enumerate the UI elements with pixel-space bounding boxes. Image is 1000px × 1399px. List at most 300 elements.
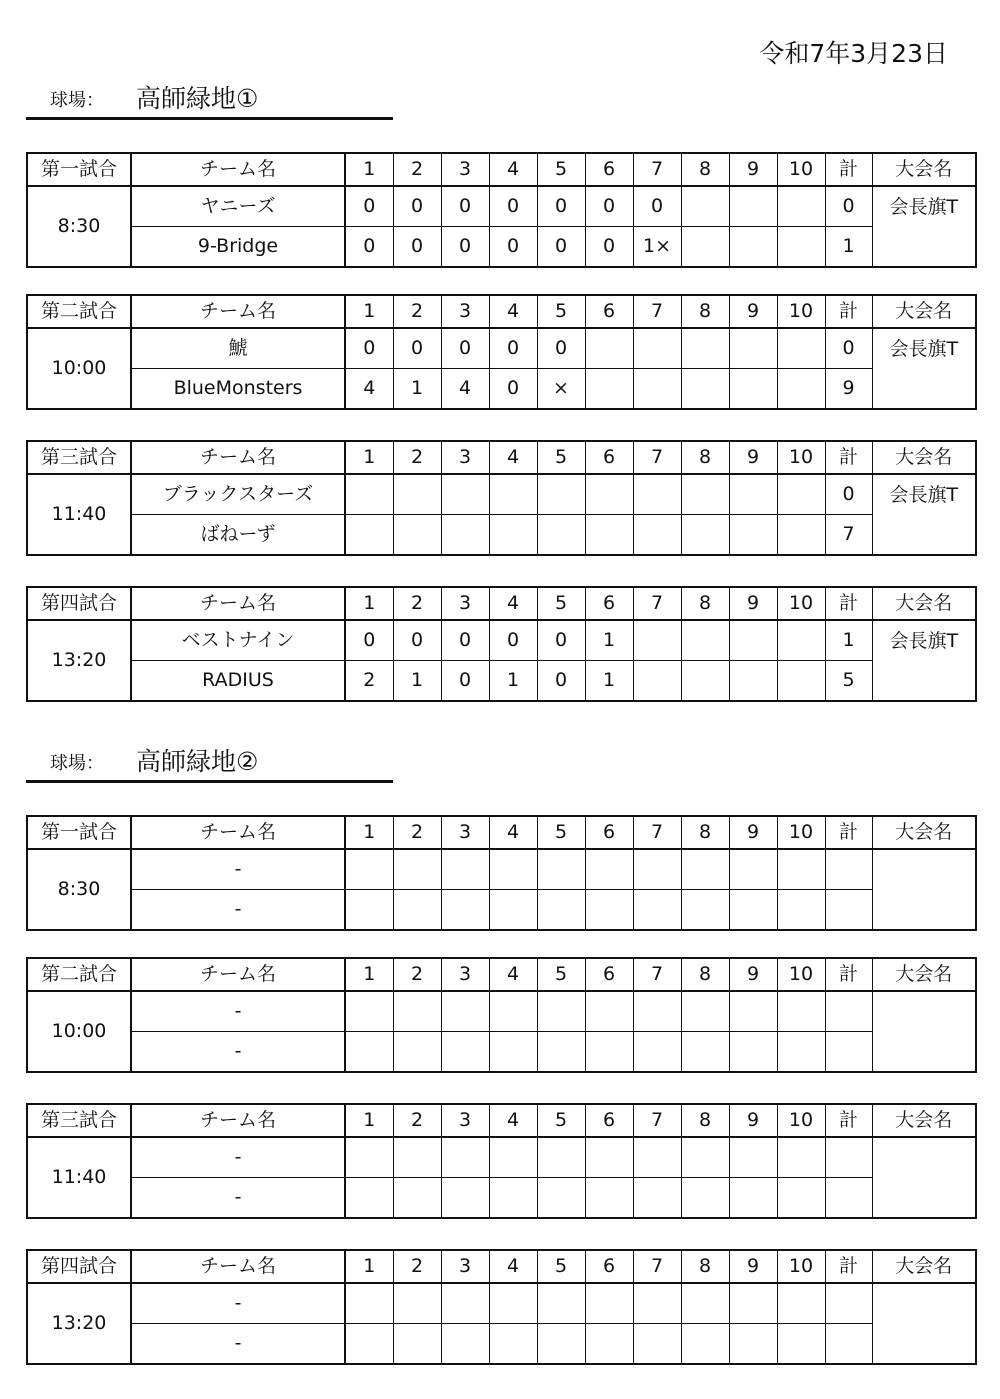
inning-score [633, 369, 681, 410]
inning-header: 10 [777, 441, 825, 474]
inning-score: 0 [489, 227, 537, 268]
inning-header: 3 [441, 295, 489, 328]
inning-header: 8 [681, 295, 729, 328]
inning-score: 0 [393, 186, 441, 227]
inning-score [441, 1032, 489, 1073]
inning-score [537, 1032, 585, 1073]
inning-score [585, 369, 633, 410]
team-name-header: チーム名 [131, 295, 345, 328]
inning-score [585, 328, 633, 369]
inning-score [441, 474, 489, 515]
inning-score [681, 620, 729, 661]
team-row [27, 1137, 976, 1178]
venue-header [26, 740, 393, 783]
tournament-name [872, 1283, 976, 1364]
inning-score [681, 1137, 729, 1178]
inning-score [345, 1178, 393, 1219]
inning-header: 10 [777, 1104, 825, 1137]
total-score: 1 [825, 227, 872, 268]
inning-score [393, 1283, 441, 1324]
inning-score: 0 [441, 620, 489, 661]
inning-header: 10 [777, 295, 825, 328]
inning-score: 0 [489, 328, 537, 369]
tournament-header: 大会名 [872, 816, 976, 849]
game-time: 10:00 [27, 991, 131, 1072]
inning-header: 9 [729, 816, 777, 849]
inning-score: 0 [393, 227, 441, 268]
inning-header: 1 [345, 958, 393, 991]
inning-score: 0 [585, 227, 633, 268]
inning-header: 6 [585, 441, 633, 474]
inning-score [345, 515, 393, 556]
inning-score [777, 991, 825, 1032]
inning-score [729, 890, 777, 931]
inning-score [537, 1324, 585, 1365]
inning-score [633, 1178, 681, 1219]
total-score [825, 849, 872, 890]
team-row [27, 890, 976, 931]
inning-header: 10 [777, 153, 825, 186]
inning-header: 6 [585, 153, 633, 186]
inning-header: 9 [729, 587, 777, 620]
game-time: 8:30 [27, 186, 131, 267]
inning-score [777, 515, 825, 556]
inning-score [729, 661, 777, 702]
inning-score [585, 1283, 633, 1324]
team-row [27, 620, 976, 661]
inning-header: 7 [633, 1250, 681, 1283]
team-name-header: チーム名 [131, 958, 345, 991]
inning-score [633, 661, 681, 702]
team-name: RADIUS [131, 661, 345, 702]
total-score: 5 [825, 661, 872, 702]
inning-score [489, 890, 537, 931]
inning-score: 1 [489, 661, 537, 702]
game-score-table [26, 815, 977, 931]
inning-score [345, 1032, 393, 1073]
team-row [27, 1178, 976, 1219]
inning-header: 5 [537, 958, 585, 991]
inning-header: 6 [585, 816, 633, 849]
inning-score [585, 1137, 633, 1178]
inning-score [345, 991, 393, 1032]
inning-header: 6 [585, 587, 633, 620]
header-row [27, 1250, 976, 1283]
inning-header: 9 [729, 958, 777, 991]
inning-score [681, 328, 729, 369]
team-name: 鯱 [131, 328, 345, 369]
inning-score [489, 1178, 537, 1219]
total-score [825, 1137, 872, 1178]
inning-header: 2 [393, 1250, 441, 1283]
game-time: 10:00 [27, 328, 131, 409]
inning-score: 0 [345, 186, 393, 227]
venue-label: 球場： [50, 90, 104, 111]
team-name: ヤニーズ [131, 186, 345, 227]
inning-score: 1 [585, 620, 633, 661]
team-name-header: チーム名 [131, 1250, 345, 1283]
team-row [27, 661, 976, 702]
inning-score [729, 1283, 777, 1324]
inning-score [393, 991, 441, 1032]
inning-score [681, 849, 729, 890]
inning-score [633, 1324, 681, 1365]
inning-score [345, 474, 393, 515]
tournament-header: 大会名 [872, 958, 976, 991]
team-name: - [131, 890, 345, 931]
inning-score: 0 [441, 227, 489, 268]
inning-header: 1 [345, 153, 393, 186]
inning-score [441, 890, 489, 931]
header-row [27, 153, 976, 186]
inning-score [729, 1178, 777, 1219]
total-score [825, 991, 872, 1032]
inning-score [345, 890, 393, 931]
inning-header: 5 [537, 816, 585, 849]
inning-score [489, 1032, 537, 1073]
inning-header: 10 [777, 958, 825, 991]
total-score: 9 [825, 369, 872, 410]
inning-score: 0 [537, 227, 585, 268]
inning-header: 2 [393, 816, 441, 849]
team-row [27, 227, 976, 268]
inning-score: 0 [393, 328, 441, 369]
inning-score [585, 890, 633, 931]
inning-header: 9 [729, 153, 777, 186]
inning-score [681, 186, 729, 227]
inning-score [777, 1324, 825, 1365]
tournament-name: 会長旗T [872, 474, 976, 555]
total-score [825, 1324, 872, 1365]
inning-score [393, 515, 441, 556]
inning-header: 2 [393, 1104, 441, 1137]
tournament-name: 会長旗T [872, 328, 976, 409]
game-number: 第一試合 [27, 153, 131, 186]
inning-header: 7 [633, 153, 681, 186]
header-row [27, 295, 976, 328]
venue-name: 高師緑地① [136, 84, 259, 113]
inning-score [777, 890, 825, 931]
inning-header: 3 [441, 587, 489, 620]
tournament-name: 会長旗T [872, 620, 976, 701]
game-number: 第二試合 [27, 295, 131, 328]
inning-score [729, 474, 777, 515]
inning-score [393, 1137, 441, 1178]
inning-score [393, 1324, 441, 1365]
inning-header: 4 [489, 958, 537, 991]
game-time: 8:30 [27, 849, 131, 930]
team-row [27, 849, 976, 890]
inning-score: 1 [393, 369, 441, 410]
inning-score [729, 849, 777, 890]
inning-score [537, 1137, 585, 1178]
inning-header: 5 [537, 441, 585, 474]
inning-score: 1 [585, 661, 633, 702]
inning-score [681, 1178, 729, 1219]
inning-score [537, 849, 585, 890]
team-name: 9-Bridge [131, 227, 345, 268]
inning-score [585, 474, 633, 515]
total-score: 0 [825, 328, 872, 369]
inning-score [777, 849, 825, 890]
inning-header: 3 [441, 153, 489, 186]
inning-header: 5 [537, 153, 585, 186]
inning-score [489, 1324, 537, 1365]
inning-score: 0 [585, 186, 633, 227]
inning-header: 3 [441, 816, 489, 849]
inning-header: 7 [633, 587, 681, 620]
inning-score: 0 [537, 186, 585, 227]
inning-score: 0 [489, 369, 537, 410]
tournament-header: 大会名 [872, 1250, 976, 1283]
inning-header: 6 [585, 958, 633, 991]
inning-header: 4 [489, 295, 537, 328]
team-row [27, 1324, 976, 1365]
inning-score [585, 991, 633, 1032]
inning-header: 2 [393, 295, 441, 328]
inning-score [393, 849, 441, 890]
game-time: 13:20 [27, 620, 131, 701]
game-time: 13:20 [27, 1283, 131, 1364]
inning-score: 1 [393, 661, 441, 702]
team-name-header: チーム名 [131, 153, 345, 186]
document-date: 令和7年3月23日 [759, 39, 948, 68]
inning-header: 1 [345, 1250, 393, 1283]
inning-score [681, 661, 729, 702]
inning-header: 10 [777, 587, 825, 620]
inning-score [777, 661, 825, 702]
tournament-header: 大会名 [872, 587, 976, 620]
total-score [825, 890, 872, 931]
inning-header: 8 [681, 816, 729, 849]
header-row [27, 816, 976, 849]
inning-score [681, 991, 729, 1032]
game-score-table [26, 440, 977, 556]
inning-score [729, 227, 777, 268]
venue-label: 球場： [50, 753, 104, 774]
game-score-table [26, 152, 977, 268]
inning-header: 10 [777, 1250, 825, 1283]
inning-header: 6 [585, 295, 633, 328]
inning-score [585, 1324, 633, 1365]
inning-header: 2 [393, 587, 441, 620]
team-row [27, 991, 976, 1032]
tournament-name: 会長旗T [872, 186, 976, 267]
inning-score [729, 1032, 777, 1073]
total-score [825, 1178, 872, 1219]
game-number: 第三試合 [27, 441, 131, 474]
inning-score [585, 1178, 633, 1219]
inning-score [729, 186, 777, 227]
team-name-header: チーム名 [131, 816, 345, 849]
tournament-header: 大会名 [872, 295, 976, 328]
inning-score [729, 515, 777, 556]
inning-score [537, 991, 585, 1032]
total-score: 0 [825, 474, 872, 515]
inning-header: 7 [633, 295, 681, 328]
inning-header: 5 [537, 1250, 585, 1283]
team-row [27, 186, 976, 227]
team-name-header: チーム名 [131, 587, 345, 620]
team-name: - [131, 1324, 345, 1365]
inning-header: 6 [585, 1250, 633, 1283]
inning-score: 0 [441, 661, 489, 702]
inning-score [633, 1137, 681, 1178]
total-score: 0 [825, 186, 872, 227]
inning-score [393, 890, 441, 931]
inning-score: 0 [489, 620, 537, 661]
inning-score: 0 [441, 186, 489, 227]
inning-score [441, 515, 489, 556]
inning-score [633, 328, 681, 369]
inning-score [681, 1032, 729, 1073]
inning-score: 0 [537, 328, 585, 369]
team-row [27, 328, 976, 369]
inning-score [489, 991, 537, 1032]
inning-score [345, 1324, 393, 1365]
inning-score [489, 474, 537, 515]
inning-header: 8 [681, 153, 729, 186]
header-row [27, 441, 976, 474]
inning-score [345, 1283, 393, 1324]
inning-score [777, 474, 825, 515]
team-row [27, 1032, 976, 1073]
inning-score [681, 369, 729, 410]
inning-score [777, 227, 825, 268]
inning-score: 4 [441, 369, 489, 410]
inning-score: 4 [345, 369, 393, 410]
inning-header: 9 [729, 1250, 777, 1283]
inning-score [489, 515, 537, 556]
team-name: BlueMonsters [131, 369, 345, 410]
inning-header: 8 [681, 1250, 729, 1283]
game-number: 第三試合 [27, 1104, 131, 1137]
inning-score [681, 515, 729, 556]
total-header: 計 [825, 153, 872, 186]
venue-name: 高師緑地② [136, 747, 259, 776]
team-row [27, 474, 976, 515]
total-header: 計 [825, 587, 872, 620]
inning-header: 5 [537, 587, 585, 620]
inning-header: 3 [441, 958, 489, 991]
inning-header: 7 [633, 816, 681, 849]
inning-score [393, 1032, 441, 1073]
inning-score [681, 227, 729, 268]
inning-score [777, 369, 825, 410]
inning-score: × [537, 369, 585, 410]
game-number: 第四試合 [27, 587, 131, 620]
inning-header: 1 [345, 1104, 393, 1137]
team-name-header: チーム名 [131, 1104, 345, 1137]
inning-score [393, 474, 441, 515]
inning-score [777, 186, 825, 227]
header-row [27, 958, 976, 991]
inning-score [345, 1137, 393, 1178]
tournament-name [872, 849, 976, 930]
game-score-table [26, 294, 977, 410]
inning-score [777, 1178, 825, 1219]
inning-score [729, 328, 777, 369]
inning-header: 7 [633, 958, 681, 991]
inning-header: 4 [489, 441, 537, 474]
inning-score [585, 849, 633, 890]
inning-header: 5 [537, 1104, 585, 1137]
inning-score [537, 890, 585, 931]
inning-header: 9 [729, 295, 777, 328]
total-score [825, 1283, 872, 1324]
inning-score [537, 515, 585, 556]
inning-score: 0 [393, 620, 441, 661]
inning-score: 0 [537, 661, 585, 702]
inning-header: 8 [681, 958, 729, 991]
inning-score [681, 1324, 729, 1365]
team-row [27, 1283, 976, 1324]
tournament-header: 大会名 [872, 441, 976, 474]
venue-header [26, 77, 393, 120]
inning-score [633, 620, 681, 661]
inning-score [729, 991, 777, 1032]
inning-score: 2 [345, 661, 393, 702]
inning-score: 0 [441, 328, 489, 369]
inning-score [537, 474, 585, 515]
team-name: ばねーず [131, 515, 345, 556]
inning-score [729, 620, 777, 661]
team-row [27, 369, 976, 410]
tournament-header: 大会名 [872, 1104, 976, 1137]
inning-score [441, 1324, 489, 1365]
inning-score [585, 1032, 633, 1073]
inning-header: 7 [633, 441, 681, 474]
inning-score: 0 [489, 186, 537, 227]
inning-header: 2 [393, 153, 441, 186]
inning-header: 4 [489, 1250, 537, 1283]
inning-header: 3 [441, 1104, 489, 1137]
inning-score [441, 991, 489, 1032]
inning-score: 0 [345, 227, 393, 268]
inning-score [777, 620, 825, 661]
inning-score: 0 [633, 186, 681, 227]
tournament-name [872, 1137, 976, 1218]
inning-score [633, 1032, 681, 1073]
team-name: - [131, 849, 345, 890]
inning-score [441, 1283, 489, 1324]
total-header: 計 [825, 295, 872, 328]
inning-score [633, 515, 681, 556]
inning-score: 0 [537, 620, 585, 661]
tournament-name [872, 991, 976, 1072]
inning-score [585, 515, 633, 556]
inning-score [633, 849, 681, 890]
inning-score [633, 890, 681, 931]
header-row [27, 587, 976, 620]
inning-score [537, 1283, 585, 1324]
inning-score [777, 1283, 825, 1324]
inning-score [489, 849, 537, 890]
team-name: - [131, 1137, 345, 1178]
total-score: 7 [825, 515, 872, 556]
inning-header: 3 [441, 1250, 489, 1283]
team-name: - [131, 1283, 345, 1324]
inning-score [633, 991, 681, 1032]
inning-header: 7 [633, 1104, 681, 1137]
inning-score [681, 890, 729, 931]
tournament-header: 大会名 [872, 153, 976, 186]
inning-header: 10 [777, 816, 825, 849]
inning-header: 5 [537, 295, 585, 328]
team-name: ブラックスターズ [131, 474, 345, 515]
inning-score [633, 474, 681, 515]
inning-header: 4 [489, 1104, 537, 1137]
